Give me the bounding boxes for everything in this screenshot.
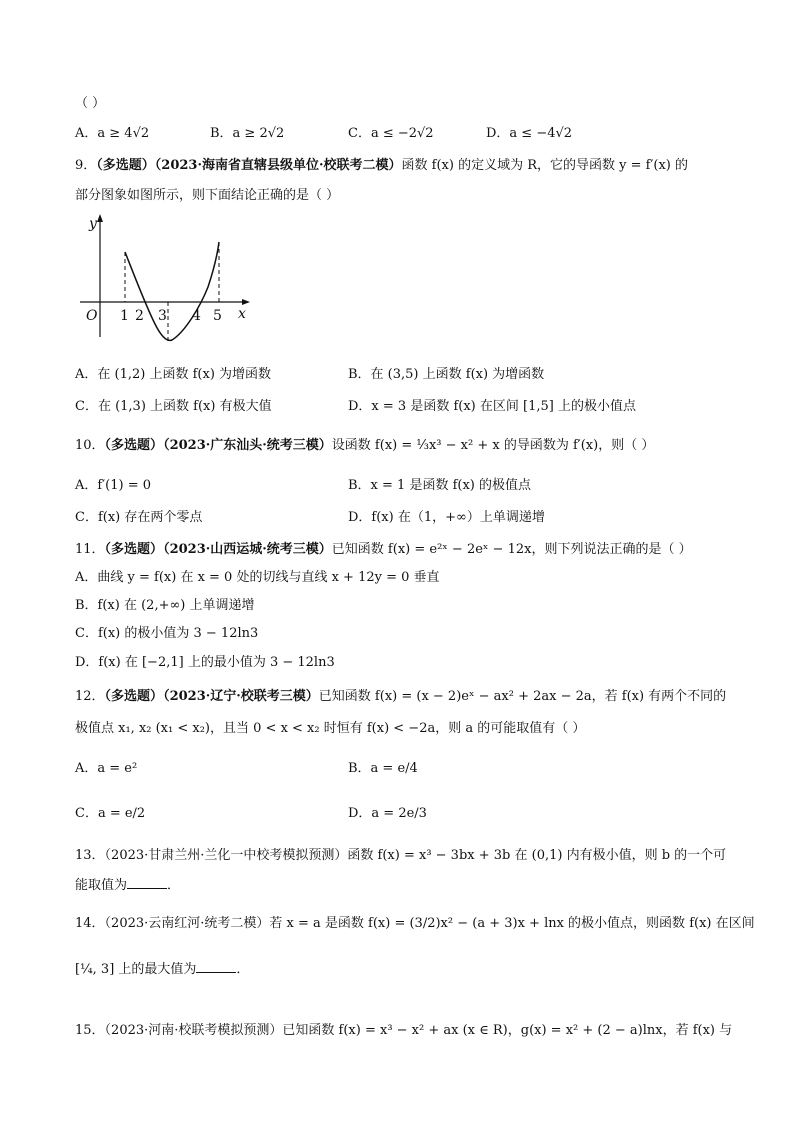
q13-answer-blank[interactable]: [127, 876, 167, 889]
q11-stem: [75, 541, 692, 559]
q9-derivative-graph: [75, 212, 255, 342]
q15-stem: [75, 1022, 732, 1040]
q10-stem: [75, 437, 654, 455]
q15-source: （2023·河南·校联考模拟预测）: [104, 1023, 283, 1038]
q11-type: （多选题）: [104, 542, 164, 557]
q9-source: （2023·海南省直辖县级单位·校联考二模）: [154, 158, 402, 173]
q10-stem-text: 设函数 f(x) = ⅓x³ − x² + x 的导函数为 f′(x)，则（ ）: [331, 438, 655, 453]
q8-option-d: D．a ≤ −4√2: [486, 126, 573, 141]
q10-option-c: C．f(x) 存在两个零点: [75, 510, 203, 525]
q9-option-b: B．在 (3,5) 上函数 f(x) 为增函数: [348, 367, 545, 382]
q13-stem-text1: 函数 f(x) = x³ − 3bx + 3b 在 (0,1) 内有极小值，则 b 的一个可: [347, 848, 727, 863]
q10-option-b: B．x = 1 是函数 f(x) 的极值点: [348, 478, 531, 493]
q9-number: 9．: [75, 158, 97, 173]
q9-option-d: D．x = 3 是函数 f(x) 在区间 [1,5] 上的极小值点: [348, 399, 636, 414]
x-axis-arrow-icon: [242, 299, 250, 305]
q13-stem-line2: [75, 876, 180, 895]
q11-stem-text: 已知函数 f(x) = e²ˣ − 2eˣ − 12x，则下列说法正确的是（ ）: [331, 542, 692, 557]
q14-stem-text2b: ．: [236, 962, 250, 977]
tick-label-1: 1: [120, 308, 129, 324]
derivative-curve: [125, 242, 219, 340]
q12-option-a: A．a = e²: [75, 761, 138, 776]
origin-label: O: [86, 308, 98, 324]
q10-type: （多选题）: [104, 438, 164, 453]
q14-source: （2023·云南红河·统考二模）: [104, 916, 270, 931]
tick-label-4: 4: [192, 308, 201, 324]
q13-number: 13．: [75, 848, 105, 863]
q13-stem-line1: [75, 847, 726, 865]
q15-number: 15．: [75, 1023, 105, 1038]
q10-source: （2023·广东汕头·统考三模）: [163, 438, 332, 453]
q10-option-a: A．f′(1) = 0: [75, 478, 151, 493]
tick-label-3: 3: [158, 308, 167, 324]
q12-option-b: B．a = e/4: [348, 761, 418, 776]
q11-option-b: B．f(x) 在 (2,+∞) 上单调递增: [75, 598, 255, 613]
q14-stem-line1: [75, 915, 755, 933]
q12-option-d: D．a = 2e/3: [348, 806, 427, 821]
q9-stem-text1: 函数 f(x) 的定义域为 R，它的导函数 y = f′(x) 的: [401, 158, 689, 173]
tick-label-5: 5: [213, 308, 222, 324]
q12-number: 12．: [75, 689, 105, 704]
q11-number: 11．: [75, 542, 105, 557]
q12-option-c: C．a = e/2: [75, 806, 146, 821]
q13-stem-text2a: 能取值为: [75, 878, 128, 893]
q9-type: （多选题）: [96, 158, 155, 173]
q12-source: （2023·辽宁·校联考三模）: [163, 689, 319, 704]
tick-label-2: 2: [135, 308, 144, 324]
q12-stem-line2: 极值点 x₁, x₂ (x₁ < x₂)，且当 0 < x < x₂ 时恒有 f(x) < −2a，则 a 的可能取值有（ ）: [75, 721, 586, 736]
q12-stem-line1: [75, 688, 726, 706]
q14-number: 14．: [75, 916, 105, 931]
q12-stem-text1: 已知函数 f(x) = (x − 2)eˣ − ax² + 2ax − 2a，若 f(x) 有两个不同的: [318, 689, 727, 704]
q11-option-c: C．f(x) 的极小值为 3 − 12ln3: [75, 626, 259, 641]
q14-stem-text1: 若 x = a 是函数 f(x) = (3/2)x² − (a + 3)x + lnx 的极小值点，则函数 f(x) 在区间: [269, 916, 755, 931]
q9-option-a: A．在 (1,2) 上函数 f(x) 为增函数: [75, 367, 272, 382]
q14-stem-text2a: [¼, 3] 上的最大值为: [75, 962, 197, 977]
q11-option-a: A．曲线 y = f(x) 在 x = 0 处的切线与直线 x + 12y = 0 垂直: [75, 570, 440, 585]
y-axis-arrow-icon: [97, 214, 103, 222]
q8-option-b: B．a ≥ 2√2: [210, 126, 285, 141]
q15-stem-text: 已知函数 f(x) = x³ − x² + ax (x ∈ R)，g(x) = x² + (2 − a)lnx，若 f(x) 与: [282, 1023, 733, 1038]
q11-option-d: D．f(x) 在 [−2,1] 上的最小值为 3 − 12ln3: [75, 655, 335, 670]
q14-stem-line2: [75, 960, 249, 979]
q9-option-c: C．在 (1,3) 上函数 f(x) 有极大值: [75, 399, 272, 414]
q14-answer-blank[interactable]: [196, 960, 236, 973]
q13-stem-text2b: ．: [167, 878, 181, 893]
q10-number: 10．: [75, 438, 105, 453]
q13-source: （2023·甘肃兰州·兰化一中校考模拟预测）: [104, 848, 348, 863]
q9-stem-line1: [75, 157, 688, 175]
q11-source: （2023·山西运城·统考三模）: [163, 542, 332, 557]
x-axis-label: x: [238, 306, 246, 322]
q12-type: （多选题）: [104, 689, 164, 704]
y-axis-label: y: [89, 216, 97, 232]
q10-option-d: D．f(x) 在（1，+∞）上单调递增: [348, 510, 545, 525]
q8-option-c: C．a ≤ −2√2: [348, 126, 434, 141]
q8-option-a: A．a ≥ 4√2: [75, 126, 150, 141]
q9-stem-line2: 部分图象如图所示，则下面结论正确的是（ ）: [75, 188, 340, 203]
q8-answer-paren: （ ）: [75, 96, 106, 111]
